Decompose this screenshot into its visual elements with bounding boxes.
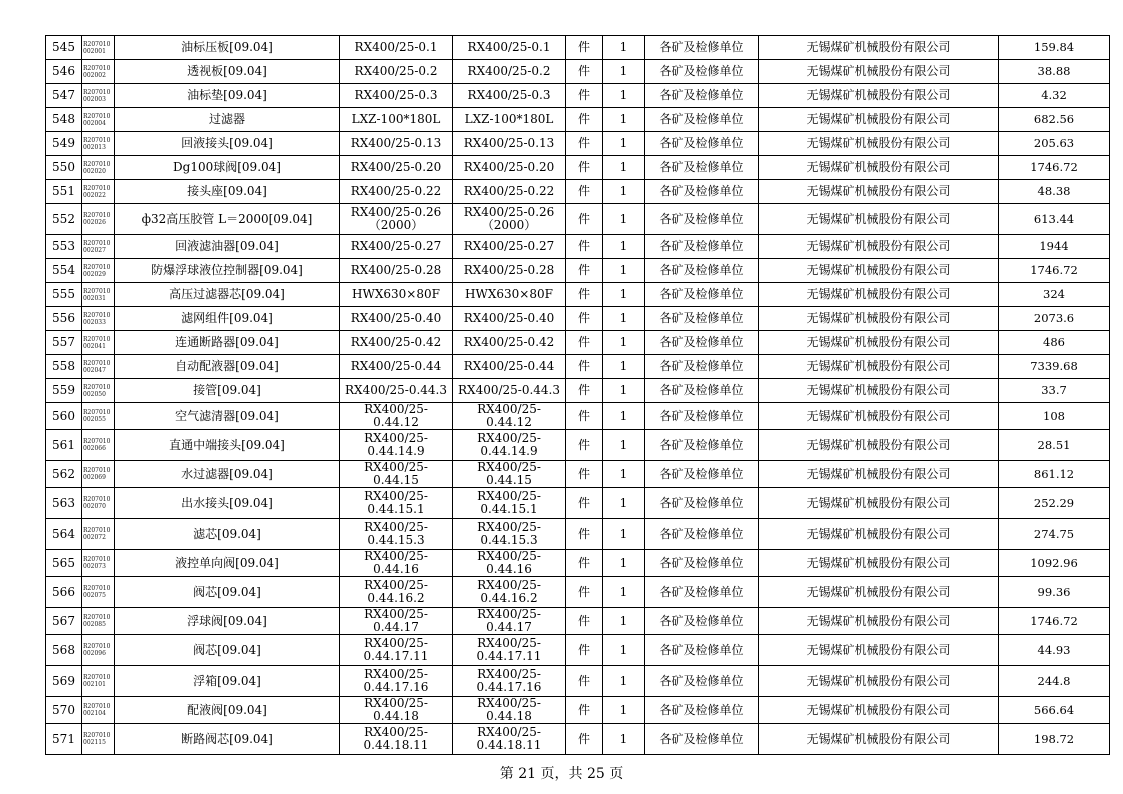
material-code: R207010 002022 xyxy=(82,180,115,204)
price-cell: 861.12 xyxy=(999,461,1110,488)
spec-cell: HWX630×80F xyxy=(340,283,453,307)
row-number: 567 xyxy=(46,608,82,635)
price-cell: 205.63 xyxy=(999,132,1110,156)
price-cell: 33.7 xyxy=(999,379,1110,403)
unit-cell: 件 xyxy=(566,84,603,108)
spec-cell: LXZ-100*180L xyxy=(340,108,453,132)
material-code: R207010 002075 xyxy=(82,577,115,608)
department-cell: 各矿及检修单位 xyxy=(645,666,759,697)
material-code: R207010 002004 xyxy=(82,108,115,132)
model-cell: RX400/25- 0.44.17.16 xyxy=(453,666,566,697)
model-cell: RX400/25-0.27 xyxy=(453,235,566,259)
table-row xyxy=(46,697,1110,724)
quantity-cell: 1 xyxy=(603,608,645,635)
item-name: 回液滤油器[09.04] xyxy=(115,235,340,259)
spec-cell: RX400/25-0.44.16 xyxy=(340,550,453,577)
price-table xyxy=(45,35,1110,755)
item-name: 水过滤器[09.04] xyxy=(115,461,340,488)
unit-cell: 件 xyxy=(566,180,603,204)
item-name: 接管[09.04] xyxy=(115,379,340,403)
price-cell: 1944 xyxy=(999,235,1110,259)
item-name: 防爆浮球液位控制器[09.04] xyxy=(115,259,340,283)
model-cell: RX400/25- 0.44.18.11 xyxy=(453,724,566,755)
model-cell: RX400/25-0.44.17 xyxy=(453,608,566,635)
model-cell: RX400/25-0.2 xyxy=(453,60,566,84)
supplier-cell: 无锡煤矿机械股份有限公司 xyxy=(759,488,999,519)
supplier-cell: 无锡煤矿机械股份有限公司 xyxy=(759,283,999,307)
material-code: R207010 002096 xyxy=(82,635,115,666)
material-code: R207010 002033 xyxy=(82,307,115,331)
table-row xyxy=(46,180,1110,204)
material-code: R207010 002085 xyxy=(82,608,115,635)
spec-cell: RX400/25- 0.44.16.2 xyxy=(340,577,453,608)
price-cell: 274.75 xyxy=(999,519,1110,550)
table-row xyxy=(46,577,1110,608)
department-cell: 各矿及检修单位 xyxy=(645,156,759,180)
quantity-cell: 1 xyxy=(603,235,645,259)
price-cell: 566.64 xyxy=(999,697,1110,724)
item-name: 油标压板[09.04] xyxy=(115,36,340,60)
department-cell: 各矿及检修单位 xyxy=(645,108,759,132)
row-number: 565 xyxy=(46,550,82,577)
price-cell: 159.84 xyxy=(999,36,1110,60)
table-row xyxy=(46,108,1110,132)
model-cell: RX400/25-0.40 xyxy=(453,307,566,331)
unit-cell: 件 xyxy=(566,36,603,60)
row-number: 551 xyxy=(46,180,82,204)
supplier-cell: 无锡煤矿机械股份有限公司 xyxy=(759,259,999,283)
price-cell: 44.93 xyxy=(999,635,1110,666)
model-cell: RX400/25-0.22 xyxy=(453,180,566,204)
item-name: 直通中端接头[09.04] xyxy=(115,430,340,461)
model-cell: RX400/25-0.1 xyxy=(453,36,566,60)
price-cell: 613.44 xyxy=(999,204,1110,235)
model-cell: RX400/25-0.28 xyxy=(453,259,566,283)
supplier-cell: 无锡煤矿机械股份有限公司 xyxy=(759,666,999,697)
model-cell: RX400/25-0.20 xyxy=(453,156,566,180)
unit-cell: 件 xyxy=(566,608,603,635)
table-row xyxy=(46,635,1110,666)
department-cell: 各矿及检修单位 xyxy=(645,259,759,283)
department-cell: 各矿及检修单位 xyxy=(645,403,759,430)
table-row xyxy=(46,307,1110,331)
unit-cell: 件 xyxy=(566,204,603,235)
supplier-cell: 无锡煤矿机械股份有限公司 xyxy=(759,430,999,461)
item-name: 断路阀芯[09.04] xyxy=(115,724,340,755)
spec-cell: RX400/25- 0.44.14.9 xyxy=(340,430,453,461)
supplier-cell: 无锡煤矿机械股份有限公司 xyxy=(759,379,999,403)
table-row xyxy=(46,235,1110,259)
spec-cell: RX400/25-0.2 xyxy=(340,60,453,84)
quantity-cell: 1 xyxy=(603,697,645,724)
supplier-cell: 无锡煤矿机械股份有限公司 xyxy=(759,84,999,108)
row-number: 548 xyxy=(46,108,82,132)
supplier-cell: 无锡煤矿机械股份有限公司 xyxy=(759,577,999,608)
material-code: R207010 002050 xyxy=(82,379,115,403)
material-code: R207010 002101 xyxy=(82,666,115,697)
department-cell: 各矿及检修单位 xyxy=(645,132,759,156)
item-name: 透视板[09.04] xyxy=(115,60,340,84)
quantity-cell: 1 xyxy=(603,666,645,697)
row-number: 545 xyxy=(46,36,82,60)
quantity-cell: 1 xyxy=(603,36,645,60)
unit-cell: 件 xyxy=(566,235,603,259)
row-number: 546 xyxy=(46,60,82,84)
item-name: 连通断路器[09.04] xyxy=(115,331,340,355)
model-cell: RX400/25- 0.44.14.9 xyxy=(453,430,566,461)
table-row xyxy=(46,259,1110,283)
unit-cell: 件 xyxy=(566,697,603,724)
department-cell: 各矿及检修单位 xyxy=(645,608,759,635)
supplier-cell: 无锡煤矿机械股份有限公司 xyxy=(759,608,999,635)
department-cell: 各矿及检修单位 xyxy=(645,550,759,577)
quantity-cell: 1 xyxy=(603,180,645,204)
department-cell: 各矿及检修单位 xyxy=(645,331,759,355)
department-cell: 各矿及检修单位 xyxy=(645,235,759,259)
row-number: 563 xyxy=(46,488,82,519)
model-cell: RX400/25-0.44.3 xyxy=(453,379,566,403)
department-cell: 各矿及检修单位 xyxy=(645,724,759,755)
spec-cell: RX400/25-0.20 xyxy=(340,156,453,180)
spec-cell: RX400/25-0.27 xyxy=(340,235,453,259)
model-cell: RX400/25- 0.44.15.1 xyxy=(453,488,566,519)
quantity-cell: 1 xyxy=(603,724,645,755)
row-number: 554 xyxy=(46,259,82,283)
material-code: R207010 002104 xyxy=(82,697,115,724)
material-code: R207010 002031 xyxy=(82,283,115,307)
quantity-cell: 1 xyxy=(603,307,645,331)
unit-cell: 件 xyxy=(566,108,603,132)
item-name: 过滤器 xyxy=(115,108,340,132)
item-name: 回液接头[09.04] xyxy=(115,132,340,156)
table-row xyxy=(46,283,1110,307)
row-number: 556 xyxy=(46,307,82,331)
price-cell: 1746.72 xyxy=(999,608,1110,635)
spec-cell: RX400/25-0.3 xyxy=(340,84,453,108)
material-code: R207010 002003 xyxy=(82,84,115,108)
unit-cell: 件 xyxy=(566,259,603,283)
material-code: R207010 002029 xyxy=(82,259,115,283)
quantity-cell: 1 xyxy=(603,204,645,235)
department-cell: 各矿及检修单位 xyxy=(645,307,759,331)
unit-cell: 件 xyxy=(566,307,603,331)
row-number: 570 xyxy=(46,697,82,724)
department-cell: 各矿及检修单位 xyxy=(645,577,759,608)
supplier-cell: 无锡煤矿机械股份有限公司 xyxy=(759,355,999,379)
row-number: 569 xyxy=(46,666,82,697)
unit-cell: 件 xyxy=(566,156,603,180)
price-cell: 682.56 xyxy=(999,108,1110,132)
quantity-cell: 1 xyxy=(603,403,645,430)
material-code: R207010 002055 xyxy=(82,403,115,430)
quantity-cell: 1 xyxy=(603,461,645,488)
item-name: 油标垫[09.04] xyxy=(115,84,340,108)
department-cell: 各矿及检修单位 xyxy=(645,36,759,60)
row-number: 555 xyxy=(46,283,82,307)
table-row xyxy=(46,60,1110,84)
table-row xyxy=(46,403,1110,430)
supplier-cell: 无锡煤矿机械股份有限公司 xyxy=(759,156,999,180)
material-code: R207010 002001 xyxy=(82,36,115,60)
spec-cell: RX400/25-0.28 xyxy=(340,259,453,283)
item-name: Dg100球阀[09.04] xyxy=(115,156,340,180)
item-name: 浮箱[09.04] xyxy=(115,666,340,697)
model-cell: RX400/25-0.26 （2000） xyxy=(453,204,566,235)
model-cell: RX400/25-0.44 xyxy=(453,355,566,379)
unit-cell: 件 xyxy=(566,355,603,379)
supplier-cell: 无锡煤矿机械股份有限公司 xyxy=(759,235,999,259)
price-cell: 244.8 xyxy=(999,666,1110,697)
table-row xyxy=(46,608,1110,635)
row-number: 564 xyxy=(46,519,82,550)
table-row xyxy=(46,355,1110,379)
unit-cell: 件 xyxy=(566,635,603,666)
spec-cell: RX400/25- 0.44.17.11 xyxy=(340,635,453,666)
department-cell: 各矿及检修单位 xyxy=(645,461,759,488)
department-cell: 各矿及检修单位 xyxy=(645,84,759,108)
quantity-cell: 1 xyxy=(603,488,645,519)
model-cell: RX400/25-0.3 xyxy=(453,84,566,108)
item-name: 高压过滤器芯[09.04] xyxy=(115,283,340,307)
spec-cell: RX400/25-0.44.3 xyxy=(340,379,453,403)
supplier-cell: 无锡煤矿机械股份有限公司 xyxy=(759,204,999,235)
table-row xyxy=(46,36,1110,60)
item-name: 滤网组件[09.04] xyxy=(115,307,340,331)
table-row xyxy=(46,379,1110,403)
price-cell: 7339.68 xyxy=(999,355,1110,379)
unit-cell: 件 xyxy=(566,132,603,156)
item-name: 出水接头[09.04] xyxy=(115,488,340,519)
unit-cell: 件 xyxy=(566,550,603,577)
unit-cell: 件 xyxy=(566,577,603,608)
department-cell: 各矿及检修单位 xyxy=(645,519,759,550)
department-cell: 各矿及检修单位 xyxy=(645,697,759,724)
price-cell: 1746.72 xyxy=(999,156,1110,180)
model-cell: RX400/25- 0.44.15.3 xyxy=(453,519,566,550)
material-code: R207010 002066 xyxy=(82,430,115,461)
supplier-cell: 无锡煤矿机械股份有限公司 xyxy=(759,403,999,430)
model-cell: RX400/25-0.13 xyxy=(453,132,566,156)
department-cell: 各矿及检修单位 xyxy=(645,180,759,204)
quantity-cell: 1 xyxy=(603,430,645,461)
model-cell: HWX630×80F xyxy=(453,283,566,307)
spec-cell: RX400/25- 0.44.18.11 xyxy=(340,724,453,755)
row-number: 571 xyxy=(46,724,82,755)
price-cell: 1746.72 xyxy=(999,259,1110,283)
item-name: ф32高压胶管 L＝2000[09.04] xyxy=(115,204,340,235)
quantity-cell: 1 xyxy=(603,108,645,132)
supplier-cell: 无锡煤矿机械股份有限公司 xyxy=(759,180,999,204)
price-cell: 252.29 xyxy=(999,488,1110,519)
quantity-cell: 1 xyxy=(603,519,645,550)
material-code: R207010 002002 xyxy=(82,60,115,84)
table-row xyxy=(46,724,1110,755)
row-number: 549 xyxy=(46,132,82,156)
row-number: 550 xyxy=(46,156,82,180)
table-row xyxy=(46,204,1110,235)
price-cell: 324 xyxy=(999,283,1110,307)
model-cell: RX400/25- 0.44.17.11 xyxy=(453,635,566,666)
table-row xyxy=(46,84,1110,108)
material-code: R207010 002041 xyxy=(82,331,115,355)
spec-cell: RX400/25- 0.44.15.3 xyxy=(340,519,453,550)
model-cell: RX400/25-0.42 xyxy=(453,331,566,355)
quantity-cell: 1 xyxy=(603,331,645,355)
item-name: 自动配液器[09.04] xyxy=(115,355,340,379)
department-cell: 各矿及检修单位 xyxy=(645,430,759,461)
row-number: 552 xyxy=(46,204,82,235)
price-cell: 28.51 xyxy=(999,430,1110,461)
material-code: R207010 002047 xyxy=(82,355,115,379)
page-footer: 第 21 页，共 25 页 xyxy=(499,766,624,782)
supplier-cell: 无锡煤矿机械股份有限公司 xyxy=(759,461,999,488)
unit-cell: 件 xyxy=(566,283,603,307)
item-name: 接头座[09.04] xyxy=(115,180,340,204)
item-name: 空气滤清器[09.04] xyxy=(115,403,340,430)
unit-cell: 件 xyxy=(566,724,603,755)
supplier-cell: 无锡煤矿机械股份有限公司 xyxy=(759,724,999,755)
row-number: 553 xyxy=(46,235,82,259)
quantity-cell: 1 xyxy=(603,156,645,180)
table-row xyxy=(46,550,1110,577)
price-cell: 4.32 xyxy=(999,84,1110,108)
supplier-cell: 无锡煤矿机械股份有限公司 xyxy=(759,519,999,550)
material-code: R207010 002026 xyxy=(82,204,115,235)
supplier-cell: 无锡煤矿机械股份有限公司 xyxy=(759,550,999,577)
unit-cell: 件 xyxy=(566,379,603,403)
supplier-cell: 无锡煤矿机械股份有限公司 xyxy=(759,307,999,331)
row-number: 558 xyxy=(46,355,82,379)
spec-cell: RX400/25-0.13 xyxy=(340,132,453,156)
spec-cell: RX400/25-0.22 xyxy=(340,180,453,204)
department-cell: 各矿及检修单位 xyxy=(645,379,759,403)
model-cell: RX400/25-0.44.16 xyxy=(453,550,566,577)
row-number: 562 xyxy=(46,461,82,488)
row-number: 547 xyxy=(46,84,82,108)
spec-cell: RX400/25-0.42 xyxy=(340,331,453,355)
quantity-cell: 1 xyxy=(603,577,645,608)
price-cell: 108 xyxy=(999,403,1110,430)
quantity-cell: 1 xyxy=(603,379,645,403)
model-cell: RX400/25-0.44.18 xyxy=(453,697,566,724)
spec-cell: RX400/25- 0.44.17.16 xyxy=(340,666,453,697)
quantity-cell: 1 xyxy=(603,132,645,156)
price-cell: 2073.6 xyxy=(999,307,1110,331)
row-number: 559 xyxy=(46,379,82,403)
row-number: 557 xyxy=(46,331,82,355)
table-row xyxy=(46,331,1110,355)
model-cell: RX400/25-0.44.12 xyxy=(453,403,566,430)
item-name: 配液阀[09.04] xyxy=(115,697,340,724)
supplier-cell: 无锡煤矿机械股份有限公司 xyxy=(759,108,999,132)
material-code: R207010 002070 xyxy=(82,488,115,519)
spec-cell: RX400/25-0.40 xyxy=(340,307,453,331)
table-row xyxy=(46,461,1110,488)
price-cell: 1092.96 xyxy=(999,550,1110,577)
material-code: R207010 002073 xyxy=(82,550,115,577)
table-row xyxy=(46,488,1110,519)
item-name: 滤芯[09.04] xyxy=(115,519,340,550)
model-cell: LXZ-100*180L xyxy=(453,108,566,132)
spec-cell: RX400/25-0.44.15 xyxy=(340,461,453,488)
department-cell: 各矿及检修单位 xyxy=(645,488,759,519)
model-cell: RX400/25- 0.44.16.2 xyxy=(453,577,566,608)
supplier-cell: 无锡煤矿机械股份有限公司 xyxy=(759,132,999,156)
quantity-cell: 1 xyxy=(603,635,645,666)
quantity-cell: 1 xyxy=(603,259,645,283)
item-name: 阀芯[09.04] xyxy=(115,635,340,666)
quantity-cell: 1 xyxy=(603,60,645,84)
material-code: R207010 002013 xyxy=(82,132,115,156)
department-cell: 各矿及检修单位 xyxy=(645,60,759,84)
unit-cell: 件 xyxy=(566,331,603,355)
row-number: 560 xyxy=(46,403,82,430)
quantity-cell: 1 xyxy=(603,84,645,108)
price-cell: 99.36 xyxy=(999,577,1110,608)
table-row xyxy=(46,666,1110,697)
material-code: R207010 002027 xyxy=(82,235,115,259)
material-code: R207010 002072 xyxy=(82,519,115,550)
spec-cell: RX400/25-0.44.18 xyxy=(340,697,453,724)
supplier-cell: 无锡煤矿机械股份有限公司 xyxy=(759,36,999,60)
department-cell: 各矿及检修单位 xyxy=(645,283,759,307)
quantity-cell: 1 xyxy=(603,283,645,307)
price-cell: 48.38 xyxy=(999,180,1110,204)
unit-cell: 件 xyxy=(566,430,603,461)
department-cell: 各矿及检修单位 xyxy=(645,355,759,379)
item-name: 阀芯[09.04] xyxy=(115,577,340,608)
row-number: 566 xyxy=(46,577,82,608)
table-row xyxy=(46,430,1110,461)
price-cell: 486 xyxy=(999,331,1110,355)
price-cell: 38.88 xyxy=(999,60,1110,84)
material-code: R207010 002020 xyxy=(82,156,115,180)
unit-cell: 件 xyxy=(566,60,603,84)
department-cell: 各矿及检修单位 xyxy=(645,204,759,235)
spec-cell: RX400/25-0.44 xyxy=(340,355,453,379)
row-number: 568 xyxy=(46,635,82,666)
material-code: R207010 002115 xyxy=(82,724,115,755)
supplier-cell: 无锡煤矿机械股份有限公司 xyxy=(759,60,999,84)
model-cell: RX400/25-0.44.15 xyxy=(453,461,566,488)
supplier-cell: 无锡煤矿机械股份有限公司 xyxy=(759,331,999,355)
price-cell: 198.72 xyxy=(999,724,1110,755)
supplier-cell: 无锡煤矿机械股份有限公司 xyxy=(759,697,999,724)
table-row xyxy=(46,156,1110,180)
supplier-cell: 无锡煤矿机械股份有限公司 xyxy=(759,635,999,666)
row-number: 561 xyxy=(46,430,82,461)
spec-cell: RX400/25- 0.44.15.1 xyxy=(340,488,453,519)
item-name: 液控单向阀[09.04] xyxy=(115,550,340,577)
table-row xyxy=(46,132,1110,156)
unit-cell: 件 xyxy=(566,403,603,430)
quantity-cell: 1 xyxy=(603,550,645,577)
spec-cell: RX400/25-0.44.17 xyxy=(340,608,453,635)
material-code: R207010 002069 xyxy=(82,461,115,488)
spec-cell: RX400/25-0.26 （2000） xyxy=(340,204,453,235)
unit-cell: 件 xyxy=(566,461,603,488)
unit-cell: 件 xyxy=(566,519,603,550)
quantity-cell: 1 xyxy=(603,355,645,379)
unit-cell: 件 xyxy=(566,666,603,697)
spec-cell: RX400/25-0.1 xyxy=(340,36,453,60)
table-row xyxy=(46,519,1110,550)
unit-cell: 件 xyxy=(566,488,603,519)
department-cell: 各矿及检修单位 xyxy=(645,635,759,666)
item-name: 浮球阀[09.04] xyxy=(115,608,340,635)
spec-cell: RX400/25-0.44.12 xyxy=(340,403,453,430)
